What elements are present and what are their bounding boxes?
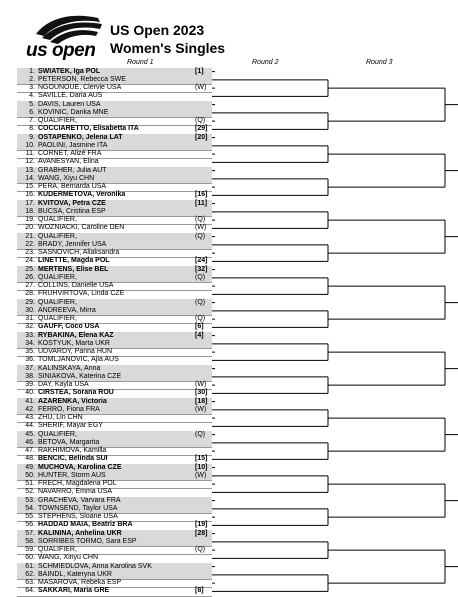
player-name: ZHU, Lin CHN xyxy=(38,414,83,421)
seed-label: (Q) xyxy=(195,546,206,553)
player-name: GRABHER, Julia AUT xyxy=(38,166,107,174)
seed-label: (W) xyxy=(195,84,207,91)
player-name: BAINDL, Kateryna UKR xyxy=(38,570,112,578)
seed-label: (W) xyxy=(195,224,207,232)
draw-position: 50. xyxy=(25,471,35,479)
seed-label: (Q) xyxy=(195,315,206,322)
player-name: FRECH, Magdalena POL xyxy=(38,480,117,487)
player-name: WANG, Xinyu CHN xyxy=(38,554,99,562)
player-name: KALININA, Anhelina UKR xyxy=(38,529,122,537)
draw-position: 52. xyxy=(25,488,35,496)
draw-position: 53. xyxy=(25,496,35,504)
draw-position: 63. xyxy=(25,579,35,586)
player-name: BENCIC, Belinda SUI xyxy=(38,455,108,463)
draw-position: 29. xyxy=(25,298,35,306)
player-name: MERTENS, Elise BEL xyxy=(38,265,109,273)
draw-position: 44. xyxy=(25,422,35,430)
player-name: COCCIARETTO, Elisabetta ITA xyxy=(38,125,139,133)
draw-position: 46. xyxy=(25,438,35,446)
player-name: KVITOVA, Petra CZE xyxy=(38,199,106,207)
player-name: BRADY, Jennifer USA xyxy=(38,240,107,248)
draw-position: 57. xyxy=(25,529,35,537)
draw-position: 3. xyxy=(29,84,35,91)
player-name: CIRSTEA, Sorana ROU xyxy=(38,389,114,397)
draw-position: 5. xyxy=(29,100,35,108)
player-name: WANG, Xiyu CHN xyxy=(38,174,95,182)
player-name: SINIAKOVA, Katerina CZE xyxy=(38,372,122,380)
player-name: SWIATEK, Iga POL xyxy=(38,67,101,75)
draw-position: 62. xyxy=(25,570,35,578)
draw-position: 2. xyxy=(29,75,35,83)
draw-position: 38. xyxy=(25,372,35,380)
draw-position: 35. xyxy=(25,348,35,355)
seed-label: [20] xyxy=(195,133,208,141)
draw-position: 27. xyxy=(25,282,35,289)
player-name: WOZNIACKI, Caroline DEN xyxy=(38,224,125,232)
draw-position: 55. xyxy=(25,513,35,520)
seed-label: [16] xyxy=(195,191,208,199)
player-name: TOMLJANOVIC, Ajla AUS xyxy=(38,356,119,364)
round-1-label: Round 1 xyxy=(127,59,154,66)
player-name: AVANESYAN, Elina xyxy=(38,158,99,166)
draw-position: 58. xyxy=(25,537,35,545)
draw-position: 15. xyxy=(25,183,35,190)
seed-label: [11] xyxy=(195,199,208,207)
seed-label: [29] xyxy=(195,125,208,133)
draw-position: 39. xyxy=(25,381,35,388)
player-name: PAOLINI, Jasmine ITA xyxy=(38,141,108,149)
seed-label: [24] xyxy=(195,257,208,265)
player-name: SAKKARI, Maria GRE xyxy=(38,587,110,595)
draw-position: 11. xyxy=(25,150,35,157)
player-name: BETOVA, Margarita xyxy=(38,438,100,446)
player-name: NAVARRO, Emma USA xyxy=(38,488,113,496)
draw-position: 21. xyxy=(25,232,35,240)
player-name: SASNOVICH, Aliaksandra xyxy=(38,249,120,256)
player-name: HADDAD MAIA, Beatriz BRA xyxy=(38,521,133,529)
player-name: SHERIF, Mayar EGY xyxy=(38,422,103,430)
seed-label: (W) xyxy=(195,405,207,413)
player-name: AZARENKA, Victoria xyxy=(38,397,107,405)
seed-label: [15] xyxy=(195,455,208,463)
player-name: QUALIFIER, xyxy=(38,273,77,281)
player-name: CORNET, Alizé FRA xyxy=(38,150,102,157)
player-name: SORRIBES TORMO, Sara ESP xyxy=(38,537,137,545)
player-name: LINETTE, Magda POL xyxy=(38,257,110,265)
logo-wordmark: us open xyxy=(26,40,96,61)
player-name: QUALIFIER, xyxy=(38,430,77,438)
draw-position: 60. xyxy=(25,554,35,562)
draw-position: 20. xyxy=(25,224,35,232)
player-name: QUALIFIER, xyxy=(38,315,77,322)
draw-position: 14. xyxy=(25,174,35,182)
draw-position: 33. xyxy=(25,331,35,339)
draw-position: 42. xyxy=(25,405,35,413)
round-3-label: Round 3 xyxy=(366,59,393,66)
draw-position: 16. xyxy=(25,191,35,199)
draw-position: 28. xyxy=(25,290,35,298)
player-name: MUCHOVA, Karolina CZE xyxy=(38,463,122,471)
draw-position: 25. xyxy=(25,265,35,273)
player-name: RYBAKINA, Elena KAZ xyxy=(38,331,114,339)
draw-position: 13. xyxy=(25,166,35,174)
draw-position: 17. xyxy=(25,199,35,207)
seed-label: (Q) xyxy=(195,430,206,438)
draw-position: 61. xyxy=(25,562,35,570)
player-name: MASAROVA, Rebeka ESP xyxy=(38,579,122,586)
draw-position: 32. xyxy=(25,323,35,331)
player-name: KALINSKAYA, Anna xyxy=(38,364,101,372)
draw-position: 7. xyxy=(29,117,35,124)
player-name: TOWNSEND, Taylor USA xyxy=(38,504,118,512)
player-name: HUNTER, Storm AUS xyxy=(38,471,106,479)
seed-label: (Q) xyxy=(195,232,206,240)
draw-position: 30. xyxy=(25,306,35,314)
draw-position: 45. xyxy=(25,430,35,438)
player-name: PETERSON, Rebecca SWE xyxy=(38,75,126,83)
player-name: GAUFF, Coco USA xyxy=(38,323,100,331)
player-name: STEPHENS, Sloane USA xyxy=(38,513,118,520)
draw-position: 40. xyxy=(25,389,35,397)
draw-position: 64. xyxy=(25,587,35,595)
seed-label: [19] xyxy=(195,521,208,529)
player-name: BUCSA, Cristina ESP xyxy=(38,207,106,215)
player-name: SAVILLE, Daria AUS xyxy=(38,92,103,100)
draw-position: 22. xyxy=(25,240,35,248)
seed-label: (Q) xyxy=(195,298,206,306)
draw-position: 18. xyxy=(25,207,35,215)
draw-position: 51. xyxy=(25,480,35,487)
seed-label: [30] xyxy=(195,389,208,397)
player-name: QUALIFIER, xyxy=(38,216,77,223)
seed-label: (Q) xyxy=(195,117,206,124)
player-name: KOSTYUK, Marta UKR xyxy=(38,339,110,347)
player-name: NGOUNOUE, Clervie USA xyxy=(38,84,122,91)
seed-label: [8] xyxy=(195,587,204,595)
draw-position: 9. xyxy=(29,133,35,141)
player-name: KUDERMETOVA, Veronika xyxy=(38,191,126,199)
draw-position: 47. xyxy=(25,447,35,454)
draw-position: 54. xyxy=(25,504,35,512)
draw-position: 23. xyxy=(25,249,35,256)
draw-position: 12. xyxy=(25,158,35,166)
seed-label: (Q) xyxy=(195,216,206,223)
player-name: QUALIFIER, xyxy=(38,232,77,240)
draw-position: 10. xyxy=(25,141,35,149)
player-name: RAKHIMOVA, Kamilla xyxy=(38,447,107,454)
seed-label: [1] xyxy=(195,67,204,75)
draw-position: 56. xyxy=(25,521,35,529)
seed-label: [18] xyxy=(195,397,208,405)
player-name: QUALIFIER, xyxy=(38,546,77,553)
seed-label: [32] xyxy=(195,265,208,273)
draw-position: 8. xyxy=(29,125,35,133)
draw-position: 31. xyxy=(25,315,35,322)
draw-position: 36. xyxy=(25,356,35,364)
draw-position: 6. xyxy=(29,108,35,116)
page-subtitle: Women's Singles xyxy=(110,40,226,56)
draw-position: 19. xyxy=(25,216,35,223)
seed-label: [10] xyxy=(195,463,208,471)
draw-position: 48. xyxy=(25,455,35,463)
seed-label: (W) xyxy=(195,471,207,479)
draw-position: 59. xyxy=(25,546,35,553)
seed-label: (W) xyxy=(195,381,207,388)
draw-position: 24. xyxy=(25,257,35,265)
player-name: ANDREEVA, Mirra xyxy=(38,306,96,314)
seed-label: [28] xyxy=(195,529,208,537)
player-name: PERA, Bernarda USA xyxy=(38,183,107,190)
player-name: UDVARDY, Panna HUN xyxy=(38,348,113,355)
draw-position: 41. xyxy=(25,397,35,405)
draw-position: 49. xyxy=(25,463,35,471)
player-name: QUALIFIER, xyxy=(38,117,77,124)
seed-label: [6] xyxy=(195,323,204,331)
draw-position: 26. xyxy=(25,273,35,281)
round-2-label: Round 2 xyxy=(252,59,279,66)
draw-position: 4. xyxy=(29,92,35,100)
player-name: FRUHVIRTOVA, Linda CZE xyxy=(38,290,125,298)
draw-position: 1. xyxy=(29,67,35,75)
player-name: DAY, Kayla USA xyxy=(38,381,89,388)
player-name: OSTAPENKO, Jelena LAT xyxy=(38,133,123,141)
player-name: DAVIS, Lauren USA xyxy=(38,100,101,108)
draw-position: 37. xyxy=(25,364,35,372)
seed-label: (Q) xyxy=(195,273,206,281)
player-name: FERRO, Fiona FRA xyxy=(38,405,100,413)
player-name: QUALIFIER, xyxy=(38,298,77,306)
player-name: COLLINS, Danielle USA xyxy=(38,282,114,289)
player-name: SCHMIEDLOVA, Anna Karolina SVK xyxy=(38,562,152,570)
draw-position: 34. xyxy=(25,339,35,347)
page-title: US Open 2023 xyxy=(110,22,205,38)
player-name: GRACHEVA, Varvara FRA xyxy=(38,496,121,504)
seed-label: [4] xyxy=(195,331,204,339)
draw-position: 43. xyxy=(25,414,35,421)
player-name: KOVINIC, Danka MNE xyxy=(38,108,109,116)
